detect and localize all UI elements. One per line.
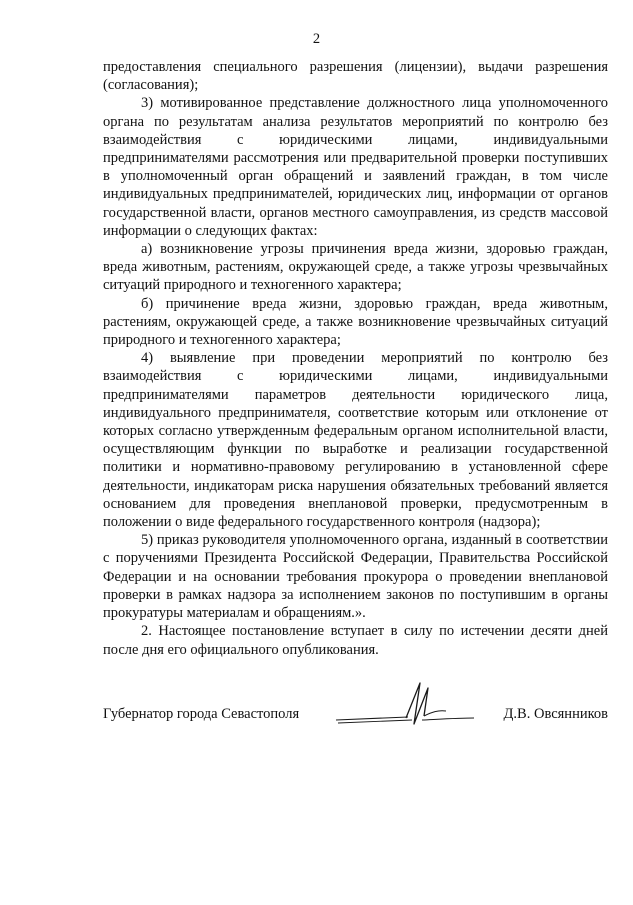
signature-block — [103, 700, 608, 730]
paragraph-item-4: 4) выявление при проведении мероприятий по контролю без взаимодействия с юридическими лицами, индивидуальными предпринимателями параметров деятельности юридического лица, индивидуального предпринимателя, соответствие которым или отклонение от которых согласно утвержденным федеральным органом исполнительной власти, осуществляющим функции по выработке и реализации государственной политики и нормативно-правовому регулированию в установленной сфере деятельности, индикаторам риска нарушения обязательных требований является основанием для проведения внеплановой проверки, предусмотренным в положении о виде федерального государственного контроля (надзора); — [103, 350, 608, 531]
paragraph-item-5: 5) приказ руководителя уполномоченного органа, изданный в соответствии с поручениями Президента Российской Федерации, Правительства Российской Федерации и на основании требования прокурора о проведении внеплановой проверки в рамках надзора за исполнением законов по поступившим в органы прокуратуры материалам и обращениям.». — [103, 532, 608, 622]
paragraph-item-3b: б) причинение вреда жизни, здоровью граждан, вреда животным, растениям, окружающей среде, а также возникновение чрезвычайных ситуаций природного и техногенного характера; — [103, 295, 608, 349]
paragraph-item-3a: а) возникновение угрозы причинения вреда жизни, здоровью граждан, вреда животным, растениям, окружающей среде, а также угрозы чрезвычайных ситуаций природного и техногенного характера; — [103, 241, 608, 294]
paragraph-item-3: 3) мотивированное представление должностного лица уполномоченного органа по результатам анализа результатов мероприятий по контролю без взаимодействия с юридическими лицами, индивидуальными предпринимателями рассмотрения или предварительной проверки поступивших в уполномоченный орган обращений и заявлений граждан, в том числе индивидуальных предпринимателей, юридических лиц, информации от органов государственной власти, органов местного самоуправления, из средств массовой информации о следующих фактах: — [103, 95, 608, 239]
page-number: 2 — [312, 31, 321, 47]
signatory-name: Д.В. Овсянников — [503, 706, 608, 722]
paragraph-effective-date: 2. Настоящее постановление вступает в силу по истечении десяти дней после дня его официального опубликования. — [103, 623, 608, 658]
paragraph-continuation: предоставления специального разрешения (лицензии), выдачи разрешения (согласования); — [103, 59, 608, 94]
signatory-title: Губернатор города Севастополя — [103, 706, 300, 722]
handwritten-signature — [328, 680, 478, 735]
document-body — [103, 58, 608, 659]
